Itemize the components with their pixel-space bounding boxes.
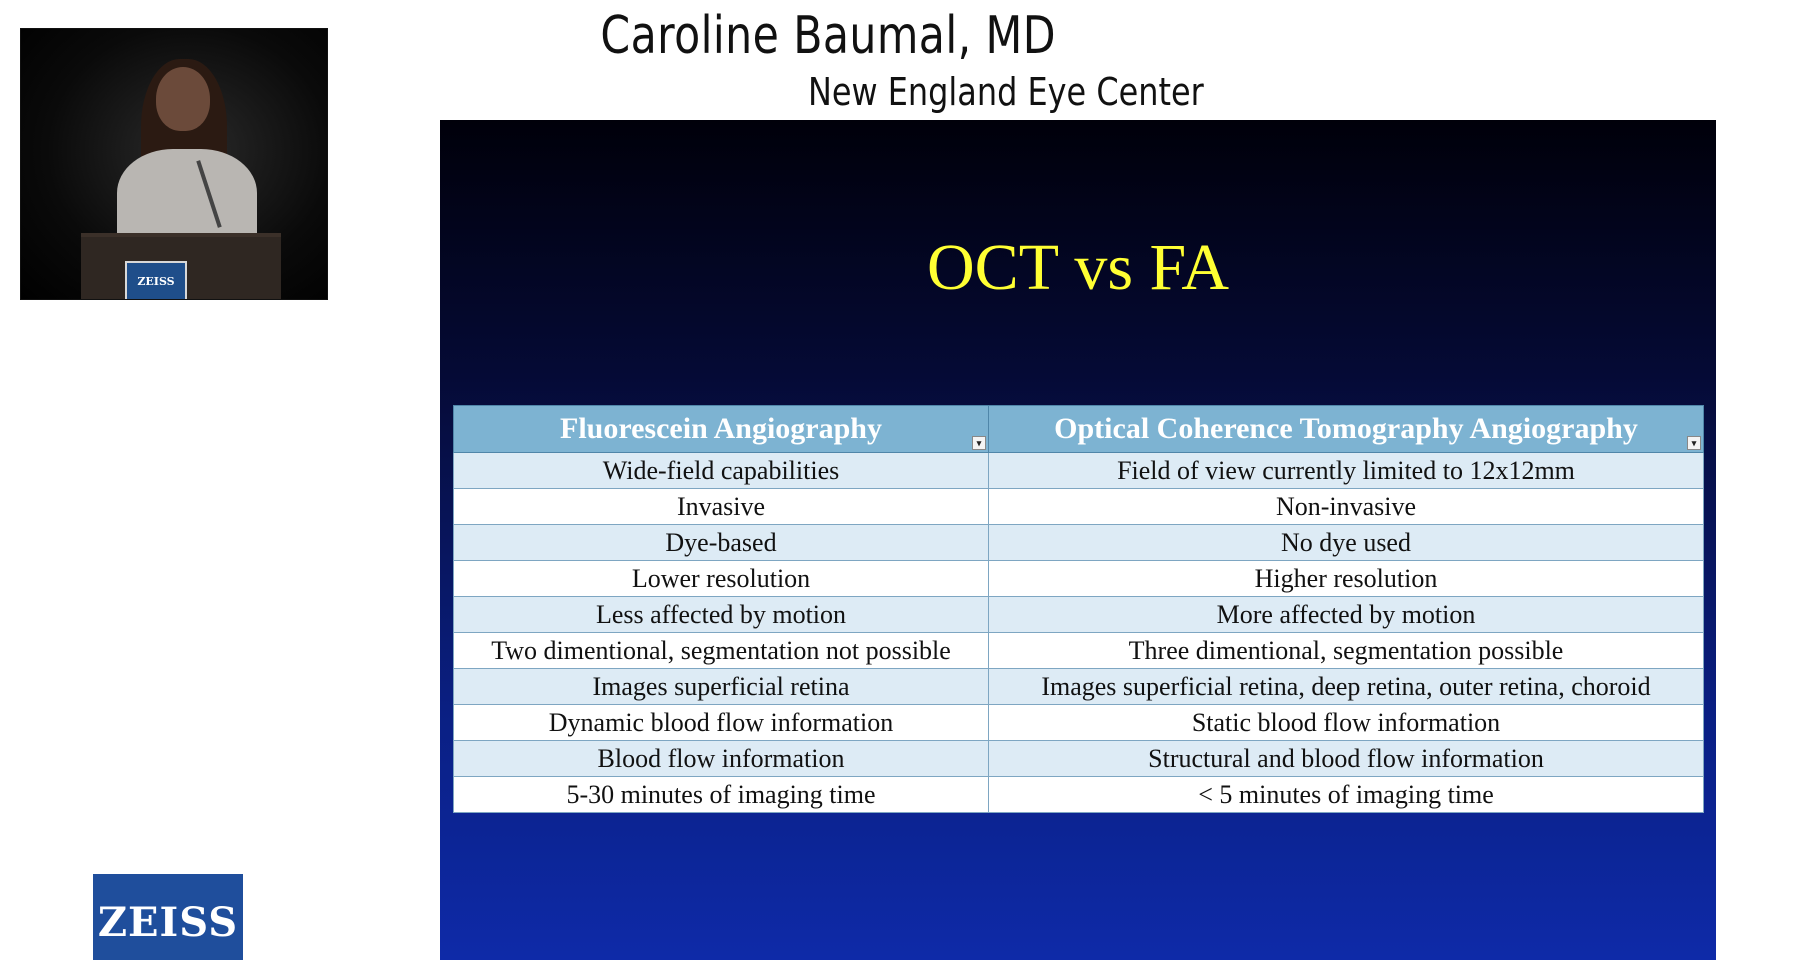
comparison-table <box>453 405 1704 813</box>
table-header-octa <box>989 406 1704 453</box>
podium-logo: ZEISS <box>125 261 187 300</box>
slide-title: OCT vs FA <box>927 231 1229 304</box>
header-label: Fluorescein Angiography <box>560 412 882 445</box>
zeiss-logo: ZEISS <box>93 874 243 960</box>
table-row <box>454 561 1704 597</box>
table-cell: Three dimentional, segmentation possible <box>989 633 1704 669</box>
table-cell: < 5 minutes of imaging time <box>989 777 1704 813</box>
table-row <box>454 597 1704 633</box>
table-cell: Static blood flow information <box>989 705 1704 741</box>
header-label: Optical Coherence Tomography Angiography <box>1054 412 1638 445</box>
table-row <box>454 525 1704 561</box>
table-cell: No dye used <box>989 525 1704 561</box>
table-cell: Less affected by motion <box>454 597 989 633</box>
speaker-video <box>20 28 328 300</box>
table-cell: Higher resolution <box>989 561 1704 597</box>
table-cell: Lower resolution <box>454 561 989 597</box>
table-cell: Invasive <box>454 489 989 525</box>
table-cell: Blood flow information <box>454 741 989 777</box>
table-cell: More affected by motion <box>989 597 1704 633</box>
table-cell: Images superficial retina <box>454 669 989 705</box>
table-row <box>454 633 1704 669</box>
table-cell: Field of view currently limited to 12x12mm <box>989 453 1704 489</box>
table-header-fa <box>454 406 989 453</box>
speaker-name: Caroline Baumal, MD <box>600 6 1056 66</box>
table-row <box>454 489 1704 525</box>
speaker-affiliation: New England Eye Center <box>808 70 1204 114</box>
table-row <box>454 777 1704 813</box>
filter-dropdown-icon[interactable]: ▾ <box>1687 436 1701 450</box>
presentation-slide <box>440 120 1716 960</box>
table-cell: 5-30 minutes of imaging time <box>454 777 989 813</box>
filter-dropdown-icon[interactable]: ▾ <box>972 436 986 450</box>
table-cell: Structural and blood flow information <box>989 741 1704 777</box>
table-row <box>454 741 1704 777</box>
table-row <box>454 669 1704 705</box>
table-cell: Dye-based <box>454 525 989 561</box>
table-header-row <box>454 406 1704 453</box>
table-cell: Dynamic blood flow information <box>454 705 989 741</box>
table-cell: Images superficial retina, deep retina, outer retina, choroid <box>989 669 1704 705</box>
table-row <box>454 453 1704 489</box>
table-row <box>454 705 1704 741</box>
table-cell: Two dimentional, segmentation not possible <box>454 633 989 669</box>
table-cell: Wide-field capabilities <box>454 453 989 489</box>
speaker-head <box>156 67 210 131</box>
table-cell: Non-invasive <box>989 489 1704 525</box>
